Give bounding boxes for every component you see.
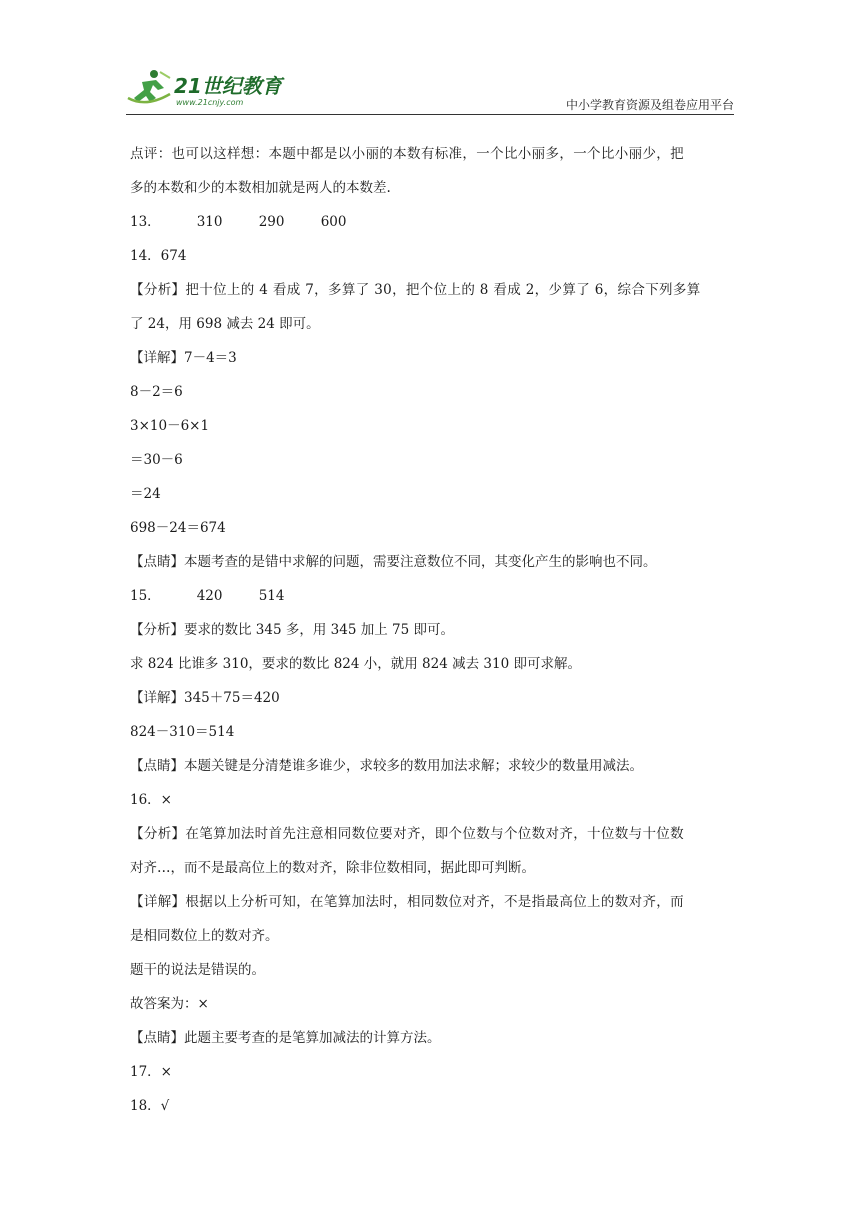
- text-line: 是相同数位上的数对齐。: [130, 928, 279, 944]
- text-line: 对齐…，而不是最高位上的数对齐，除非位数相同，据此即可判断。: [130, 860, 535, 876]
- runner-icon: [128, 70, 170, 102]
- text-line: 【分析】在笔算加法时首先注意相同数位要对齐，即个位数与个位数对齐，十位数与十位数: [130, 826, 684, 842]
- platform-title: 中小学教育资源及组卷应用平台: [565, 98, 734, 112]
- text-line: 14．674: [130, 248, 187, 264]
- brand-logo: [126, 68, 296, 108]
- text-line: 17．×: [130, 1064, 172, 1080]
- page-header: [126, 60, 734, 116]
- text-line: 8－2＝6: [130, 384, 183, 400]
- text-line: 18．√: [130, 1098, 170, 1114]
- text-line: 故答案为：×: [130, 996, 209, 1012]
- text-line: 多的本数和少的本数相加就是两人的本数差.: [130, 180, 391, 196]
- answer-value: 310: [196, 214, 223, 230]
- text-line: 【点睛】本题关键是分清楚谁多谁少，求较多的数用加法求解；求较少的数量用减法。: [130, 758, 643, 774]
- question-number: 13．: [130, 214, 161, 230]
- text-line: 【点睛】本题考查的是错中求解的问题，需要注意数位不同，其变化产生的影响也不同。: [130, 554, 657, 570]
- text-line: 题干的说法是错误的。: [130, 962, 265, 978]
- text-line: 【详解】345＋75＝420: [130, 690, 280, 706]
- answer-value: 290: [258, 214, 285, 230]
- answer-content: [130, 140, 734, 1126]
- answer-15: [130, 582, 734, 616]
- header-divider: [126, 114, 734, 115]
- text-line: 【分析】要求的数比 345 多，用 345 加上 75 即可。: [130, 622, 454, 638]
- question-number: 15．: [130, 588, 161, 604]
- answer-value: 514: [258, 588, 285, 604]
- text-line: 【详解】根据以上分析可知，在笔算加法时，相同数位对齐，不是指最高位上的数对齐，而: [130, 894, 684, 910]
- text-line: 16．×: [130, 792, 172, 808]
- brand-url: www.21cnjy.com: [176, 98, 244, 107]
- text-line: 求 824 比谁多 310，要求的数比 824 小，就用 824 减去 310 即可求解。: [130, 656, 581, 672]
- text-line: 【详解】7－4＝3: [130, 350, 237, 366]
- text-line: 698－24＝674: [130, 520, 226, 536]
- text-line: 【点睛】此题主要考查的是笔算加减法的计算方法。: [130, 1030, 441, 1046]
- text-line: ＝30－6: [130, 452, 183, 468]
- text-line: 824－310＝514: [130, 724, 235, 740]
- answer-value: 600: [320, 214, 347, 230]
- brand-name: 21世纪教育: [174, 74, 282, 98]
- text-line: 了 24，用 698 减去 24 即可。: [130, 316, 320, 332]
- text-line: 【分析】把十位上的 4 看成 7，多算了 30，把个位上的 8 看成 2，少算了 6，综合下列多算: [130, 282, 701, 298]
- text-line: ＝24: [130, 486, 161, 502]
- answer-value: 420: [196, 588, 223, 604]
- text-line: 点评：也可以这样想：本题中都是以小丽的本数有标准，一个比小丽多，一个比小丽少，把: [130, 146, 684, 162]
- answer-13: [130, 208, 734, 242]
- text-line: 3×10－6×1: [130, 418, 210, 434]
